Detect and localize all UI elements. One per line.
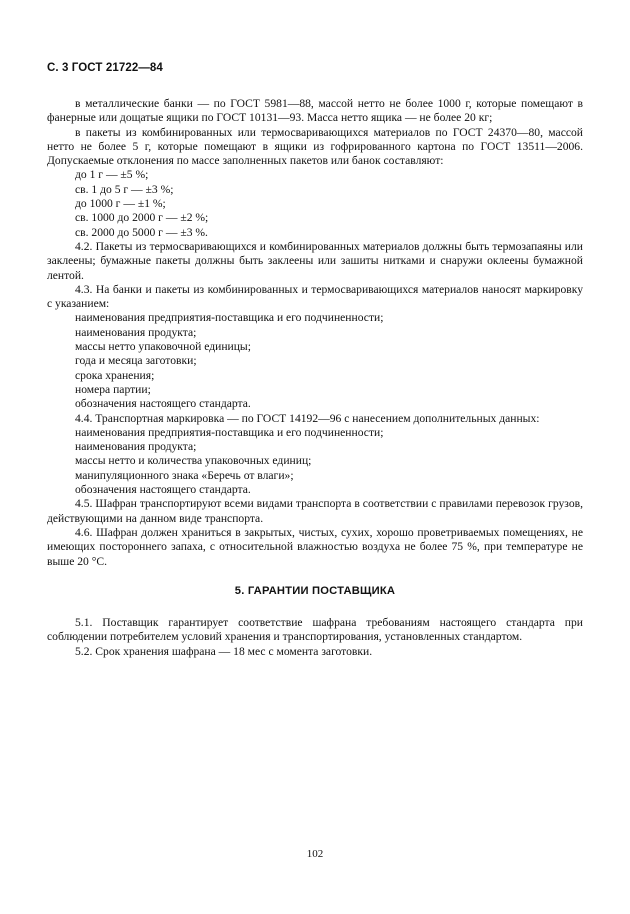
- paragraph-5-1: 5.1. Поставщик гарантирует соответствие шафрана требованиям настоящего стандарта при соблюдении потребителем условий хранения и транспортирования, установленных стандартом.: [47, 616, 583, 644]
- marking-item: обозначения настоящего стандарта.: [75, 397, 251, 411]
- marking-item: наименования продукта;: [75, 325, 197, 339]
- paragraph-4-2: 4.2. Пакеты из термосваривающихся и комбинированных материалов должны быть термозапаяны или заклеены; бумажные пакеты должны быть заклеены или зашиты нитками и снаружи оклеены бумажной лентой.: [47, 239, 583, 282]
- page-number: 102: [306, 848, 324, 860]
- paragraph-4-4: 4.4. Транспортная маркировка — по ГОСТ 14192—96 с нанесением дополнительных данных:: [75, 411, 540, 425]
- transport-marking-item: массы нетто и количества упаковочных единиц;: [75, 454, 312, 468]
- tolerance-item: св. 2000 до 5000 г — ±3 %.: [75, 225, 208, 239]
- tolerance-list: [47, 168, 583, 239]
- marking-list: [47, 311, 583, 411]
- transport-marking-item: манипуляционного знака «Беречь от влаги»;: [75, 468, 294, 482]
- page-header: С. 3 ГОСТ 21722—84: [47, 62, 163, 74]
- tolerance-item: до 1000 г — ±1 %;: [75, 197, 166, 211]
- marking-item: массы нетто упаковочной единицы;: [75, 340, 251, 354]
- marking-item: года и месяца заготовки;: [75, 354, 197, 368]
- paragraph-4-5: 4.5. Шафран транспортируют всеми видами транспорта в соответствии с правилами перевозок грузов, действующими на данном виде транспорта.: [47, 497, 583, 525]
- transport-marking-item: обозначения настоящего стандарта.: [75, 483, 251, 497]
- marking-item: срока хранения;: [75, 368, 155, 382]
- paragraph-5-2: 5.2. Срок хранения шафрана — 18 мес с момента заготовки.: [75, 644, 373, 658]
- marking-item: наименования предприятия-поставщика и его подчиненности;: [75, 311, 384, 325]
- tolerance-item: до 1 г — ±5 %;: [75, 168, 149, 182]
- transport-marking-item: наименования предприятия-поставщика и его подчиненности;: [75, 425, 384, 439]
- paragraph-4-3: 4.3. На банки и пакеты из комбинированных и термосваривающихся материалов наносят маркировку с указанием:: [47, 282, 583, 311]
- section-title: 5. ГАРАНТИИ ПОСТАВЩИКА: [234, 584, 396, 597]
- transport-marking-item: наименования продукта;: [75, 440, 197, 454]
- tolerance-item: св. 1 до 5 г — ±3 %;: [75, 182, 174, 196]
- transport-marking-list: [47, 426, 583, 497]
- tolerance-item: св. 1000 до 2000 г — ±2 %;: [75, 211, 209, 225]
- paragraph-metal-cans: в металлические банки — по ГОСТ 5981—88, массой нетто не более 1000 г, которые помещают в фанерные или дощатые ящики по ГОСТ 10131—93. Масса нетто ящика — не более 20 кг;: [47, 97, 583, 125]
- paragraph-packets: в пакеты из комбинированных или термосваривающихся материалов по ГОСТ 24370—80, массой нетто не более 5 г, которые помещают в ящики из гофрированного картона по ГОСТ 13511—2006. Допускаемые отклонения по массе заполненных пакетов или банок составляют:: [47, 125, 583, 168]
- document-body: [47, 97, 583, 659]
- marking-item: номера партии;: [75, 382, 151, 396]
- paragraph-4-6: 4.6. Шафран должен храниться в закрытых, чистых, сухих, хорошо проветриваемых помещениях, не имеющих постороннего запаха, с относительной влажностью воздуха не более 75 %, при температуре не выше 20 °С.: [47, 525, 583, 568]
